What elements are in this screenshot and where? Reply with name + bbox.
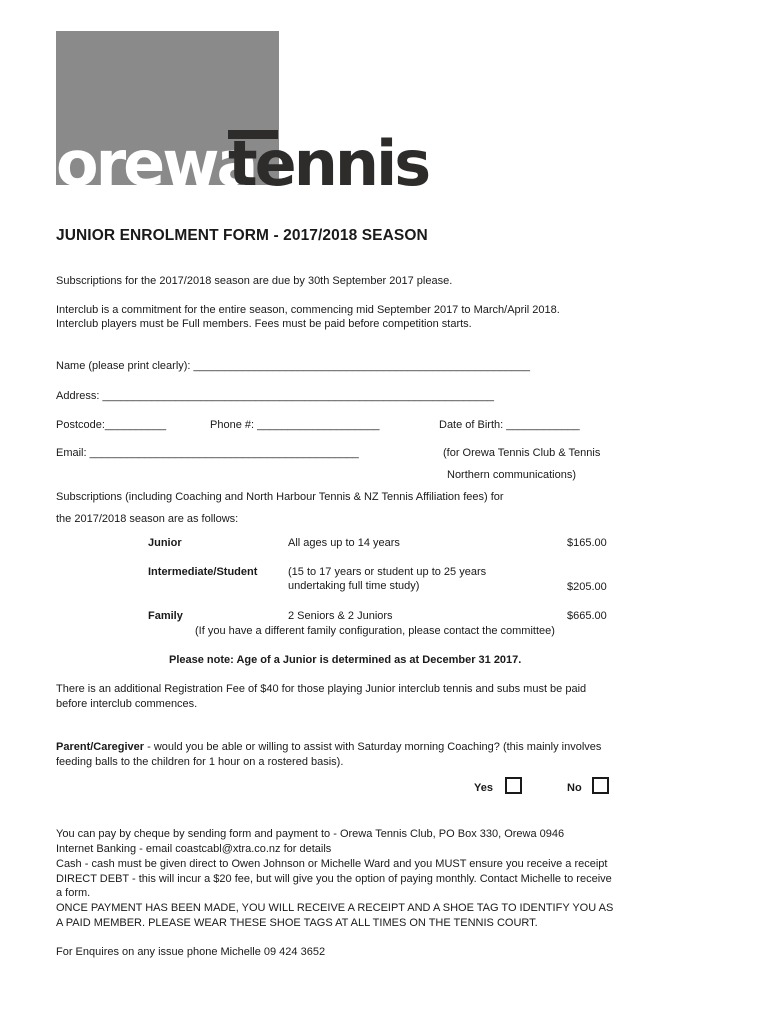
payment-direct-debit: DIRECT DEBT - this will incur a $20 fee, but will give you the option of paying monthly. Contact Michelle to receive (56, 873, 612, 885)
orewa-tennis-logo (56, 31, 476, 201)
logo-word-tennis: tennis (228, 127, 429, 200)
logo-word-orewa: orewa (56, 127, 256, 200)
family-note: (If you have a different family configuration, please contact the committee) (195, 625, 555, 637)
payment-cheque: You can pay by cheque by sending form and payment to - Orewa Tennis Club, PO Box 330, Orewa 0946 (56, 828, 565, 840)
parent-question-line1 (56, 740, 601, 755)
yes-label: Yes (474, 782, 493, 794)
fee-desc-family: 2 Seniors & 2 Juniors (288, 610, 393, 622)
fee-category-junior: Junior (148, 537, 182, 549)
parent-question-text: - would you be able or willing to assist with Saturday morning Coaching? (this mainly involves (144, 741, 602, 753)
payment-receipt-line1: ONCE PAYMENT HAS BEEN MADE, YOU WILL RECEIVE A RECEIPT AND A SHOE TAG TO IDENTIFY YOU AS (56, 902, 614, 914)
fee-category-family: Family (148, 610, 183, 622)
payment-receipt-line2: A PAID MEMBER. PLEASE WEAR THESE SHOE TAGS AT ALL TIMES ON THE TENNIS COURT. (56, 917, 538, 929)
payment-cash: Cash - cash must be given direct to Owen Johnson or Michelle Ward and you MUST ensure you receive a receipt (56, 858, 608, 870)
postcode-field[interactable]: Postcode:__________ (56, 419, 167, 431)
parent-label: Parent/Caregiver (56, 741, 145, 753)
fee-desc-intermediate-line2: undertaking full time study) (288, 580, 420, 592)
intro-due-date: Subscriptions for the 2017/2018 season are due by 30th September 2017 please. (56, 275, 453, 287)
intro-interclub-line1: Interclub is a commitment for the entire season, commencing mid September 2017 to March/April 2018. (56, 304, 560, 316)
registration-line1: There is an additional Registration Fee of $40 for those playing Junior interclub tennis and subs must be paid (56, 683, 587, 695)
fee-category-intermediate: Intermediate/Student (148, 566, 258, 578)
fee-price-family: $665.00 (567, 610, 607, 622)
fee-price-intermediate: $205.00 (567, 581, 607, 593)
fee-desc-intermediate-line1: (15 to 17 years or student up to 25 years (288, 566, 487, 578)
parent-question-line2: feeding balls to the children for 1 hour on a rostered basis). (56, 756, 344, 768)
no-checkbox[interactable] (592, 777, 609, 794)
phone-field[interactable]: Phone #: ____________________ (210, 419, 380, 431)
dob-field[interactable]: Date of Birth: ____________ (439, 419, 580, 431)
yes-checkbox[interactable] (505, 777, 522, 794)
no-label: No (567, 782, 582, 794)
registration-line2: before interclub commences. (56, 698, 198, 710)
email-field[interactable]: Email: ____________________________________________ (56, 447, 359, 459)
payment-internet-banking: Internet Banking - email coastcabl@xtra.co.nz for details (56, 843, 332, 855)
subs-intro-line2: the 2017/2018 season are as follows: (56, 513, 239, 525)
name-field[interactable]: Name (please print clearly): _______________________________________________________ (56, 360, 531, 372)
address-field[interactable]: Address: ________________________________________________________________ (56, 390, 494, 402)
page-title: JUNIOR ENROLMENT FORM - 2017/2018 SEASON (56, 227, 428, 244)
fee-price-junior: $165.00 (567, 537, 607, 549)
subs-intro-line1: Subscriptions (including Coaching and North Harbour Tennis & NZ Tennis Affiliation fees) for (56, 491, 504, 503)
payment-direct-debit-cont: a form. (56, 887, 91, 899)
email-note-line2: Northern communications) (447, 469, 576, 481)
junior-age-note: Please note: Age of a Junior is determined as at December 31 2017. (169, 654, 522, 666)
intro-interclub-line2: Interclub players must be Full members. Fees must be paid before competition starts. (56, 318, 472, 330)
enquiries-contact: For Enquires on any issue phone Michelle 09 424 3652 (56, 946, 326, 958)
email-note-line1: (for Orewa Tennis Club & Tennis (443, 447, 601, 459)
fee-desc-junior: All ages up to 14 years (288, 537, 400, 549)
